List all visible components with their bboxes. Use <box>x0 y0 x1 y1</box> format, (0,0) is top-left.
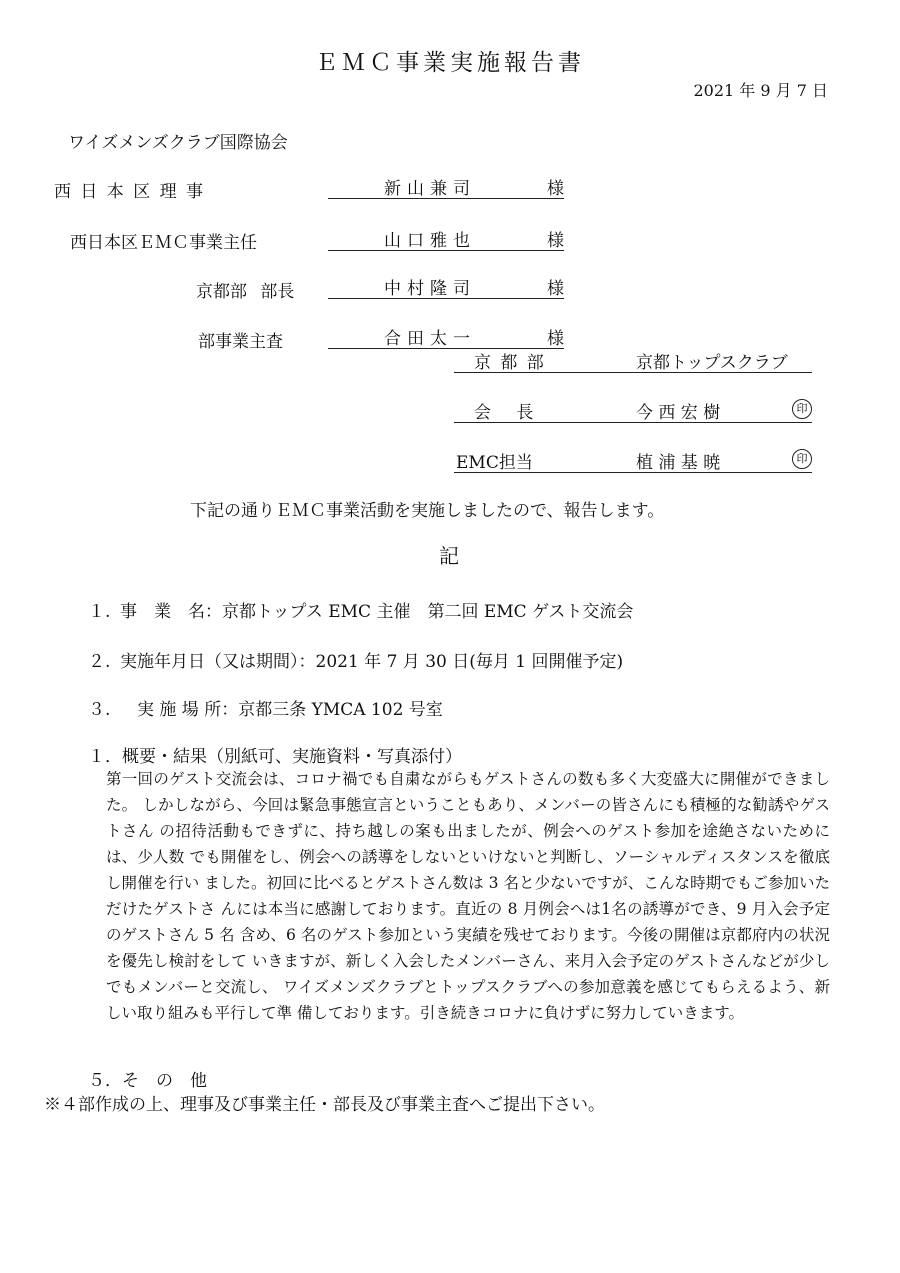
recipient-label: 京都部 部長 <box>196 282 295 302</box>
recipient-line <box>328 226 564 251</box>
recipient-suffix: 様 <box>547 329 564 349</box>
sender-label: 会 長 <box>474 403 534 423</box>
recipient-name: 新山兼司 <box>384 179 476 199</box>
recipient-label: 部事業主査 <box>198 332 283 352</box>
recipient-suffix: 様 <box>547 231 564 251</box>
submission-note: ※４部作成の上、理事及び事業主任・部長及び事業主査へご提出下さい。 <box>44 1095 605 1115</box>
sender-value: 京都トップスクラブ <box>636 353 788 373</box>
recipient-label: 西日本区ＥＭＣ事業主任 <box>70 233 257 253</box>
item-name <box>88 597 633 622</box>
recipient-suffix: 様 <box>547 279 564 299</box>
summary-body: 第一回のゲスト交流会は、コロナ禍でも自粛ながらもゲストさんの数も多く大変盛大に開催ができました。 しかしながら、今回は緊急事態宣言ということもあり、メンバーの皆さんにも積極的な勧誘やゲストさん の招待活動もできずに、持ち越しの案も出ましたが、例会へのゲスト参加を途絶さないためには、少人数 でも開催をし、例会への誘導をしないといけないと判断し、ソーシャルディスタンスを徹底し開催を行い ました。初回に比べるとゲストさん数は 3 名と少ないですが、こんな時期でもご参加いただけたゲストさ んには本当に感謝しております。直近の 8 月例会へは1名の誘導ができ、9 月入会予定のゲストさん 5 名 含め、6 名のゲスト参加という実績を残せております。今後の開催は京都府内の状況を優先し検討をして いきますが、新しく入会したメンバーさん、来月入会予定のゲストさんなどが少しでもメンバーと交流し、 ワイズメンズクラブとトップスクラブへの参加意義を感じてもらえるよう、新しい取り組みも平行して準 備しております。引き続きコロナに負けずに努力していきます。 <box>106 770 830 1022</box>
item-number: １. <box>88 602 111 622</box>
item-number: ２. <box>88 652 111 672</box>
other-heading: ５．そ の 他 <box>88 1071 207 1091</box>
document-date: 2021 年 9 月 7 日 <box>693 81 828 100</box>
item-place <box>88 695 443 720</box>
document-title: ＥＭＣ事業実施報告書 <box>315 50 585 76</box>
sender-value: 今 西 宏 樹 <box>636 403 721 423</box>
recipient-line <box>328 274 564 299</box>
item-date <box>88 647 623 672</box>
recipient-name: 中村隆司 <box>384 279 476 299</box>
recipient-label: 西 日 本 区 理 事 <box>54 182 206 202</box>
recipient-name: 合田太一 <box>384 329 476 349</box>
recipient-line <box>328 174 564 199</box>
sender-line <box>454 348 812 373</box>
sender-line <box>454 398 812 423</box>
sender-label: EMC担当 <box>456 453 533 473</box>
item-text: 実施年月日（又は期間）：2021 年 7 月 30 日(毎月 1 回開催予定) <box>120 652 624 672</box>
organization-name: ワイズメンズクラブ国際協会 <box>68 133 288 153</box>
item-number: ３. <box>88 700 111 720</box>
ki-heading: 記 <box>439 544 461 568</box>
seal-mark: 印 <box>792 399 812 419</box>
recipient-suffix: 様 <box>547 179 564 199</box>
recipient-name: 山口雅也 <box>384 231 476 251</box>
item-text: 実 施 場 所：京都三条 YMCA 102 号室 <box>120 700 443 720</box>
sender-label: 京 都 部 <box>474 353 546 373</box>
recipient-line <box>328 324 564 349</box>
summary-heading: １．概要・結果（別紙可、実施資料・写真添付） <box>88 747 462 767</box>
sender-value: 植 浦 基 暁 <box>636 453 721 473</box>
intro-text: 下記の通りＥＭＣ事業活動を実施しましたので、報告します。 <box>190 501 665 521</box>
sender-line <box>454 448 812 473</box>
item-text: 事 業 名：京都トップス EMC 主催 第二回 EMC ゲスト交流会 <box>120 602 634 622</box>
seal-mark: 印 <box>792 449 812 469</box>
